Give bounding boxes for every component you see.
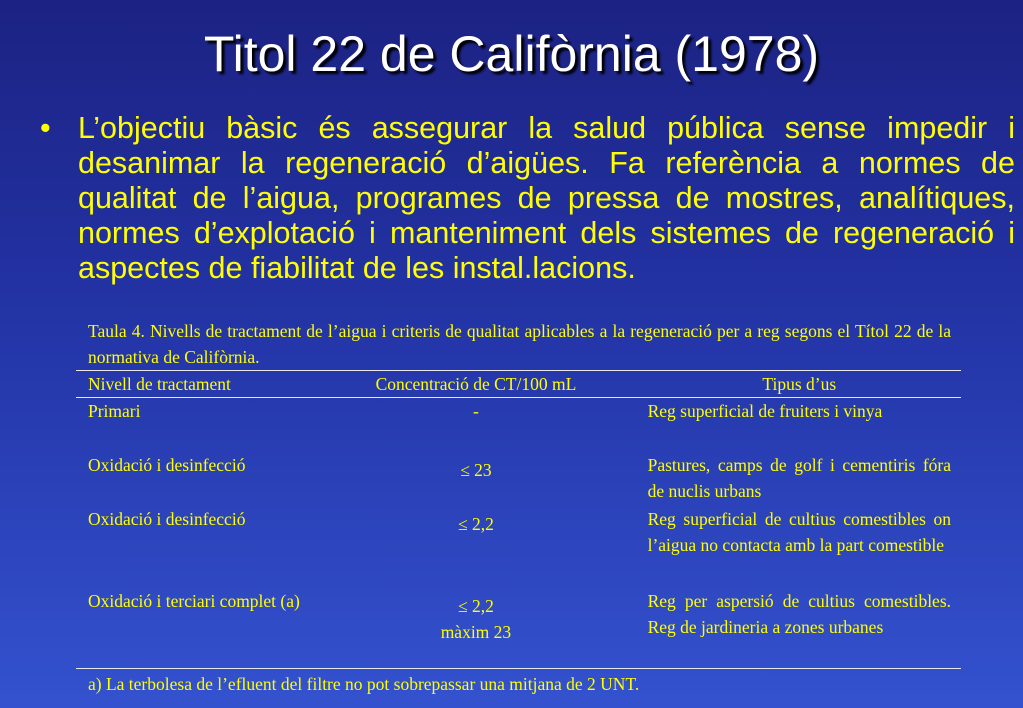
- cell-concentration: [320, 506, 631, 588]
- cell-use-type: Pastures, camps de golf i cementiris fóra de nuclis urbans: [647, 455, 952, 501]
- cell-concentration-max: màxim 23: [440, 622, 512, 642]
- cell-concentration: [320, 452, 631, 506]
- table-row: [76, 506, 961, 588]
- table-row: [76, 452, 961, 506]
- cell-use-type: Reg superficial de cultius comestibles on l’aigua no contacta amb la part comestible: [647, 509, 952, 555]
- cell-concentration-value: ≤ 2,2: [458, 514, 494, 534]
- cell-use-type: Reg superficial de fruiters i vinya: [647, 401, 883, 421]
- table-header-row: [76, 371, 961, 397]
- bullet-dot-icon: •: [40, 111, 51, 145]
- cell-concentration-value: ≤ 2,2: [458, 596, 494, 616]
- bullet-point: [40, 111, 1015, 286]
- bullet-text: L’objectiu bàsic és assegurar la salud pública sense impedir i desanimar la regeneració d’aigües. Fa referència a normes de qualitat de l’aigua, programes de pressa de mostres, analítiques, normes d’explotació i manteniment dels sistemes de regeneració i aspectes de fiabilitat de les instal.lacions.: [78, 111, 1015, 285]
- table-caption: Taula 4. Nivells de tractament de l’aigua i criteris de qualitat aplicables a la regeneració per a reg segons el Títol 22 de la normativa de Califòrnia.: [88, 321, 951, 367]
- cell-concentration: [320, 588, 631, 668]
- cell-use-type: Reg per aspersió de cultius comestibles. Reg de jardineria a zones urbanes: [647, 591, 952, 637]
- cell-treatment-level: Oxidació i desinfecció: [88, 455, 246, 475]
- treatment-table: [76, 318, 961, 697]
- header-treatment-level: Nivell de tractament: [88, 374, 231, 394]
- cell-concentration-value: -: [473, 401, 479, 421]
- table-row: [76, 398, 961, 452]
- table-footnote: a) La terbolesa de l’efluent del filtre no pot sobrepassar una mitjana de 2 UNT.: [88, 674, 640, 694]
- cell-treatment-level: Oxidació i desinfecció: [88, 509, 246, 529]
- cell-concentration-value: ≤ 23: [460, 460, 492, 480]
- cell-concentration: [320, 398, 631, 452]
- slide-title: Titol 22 de Califòrnia (1978): [203, 26, 820, 82]
- cell-treatment-level: Oxidació i terciari complet (a): [88, 591, 300, 611]
- header-use-type: Tipus d’us: [762, 374, 837, 394]
- header-concentration: Concentració de CT/100 mL: [375, 374, 577, 394]
- table-row: [76, 588, 961, 668]
- cell-treatment-level: Primari: [88, 401, 141, 421]
